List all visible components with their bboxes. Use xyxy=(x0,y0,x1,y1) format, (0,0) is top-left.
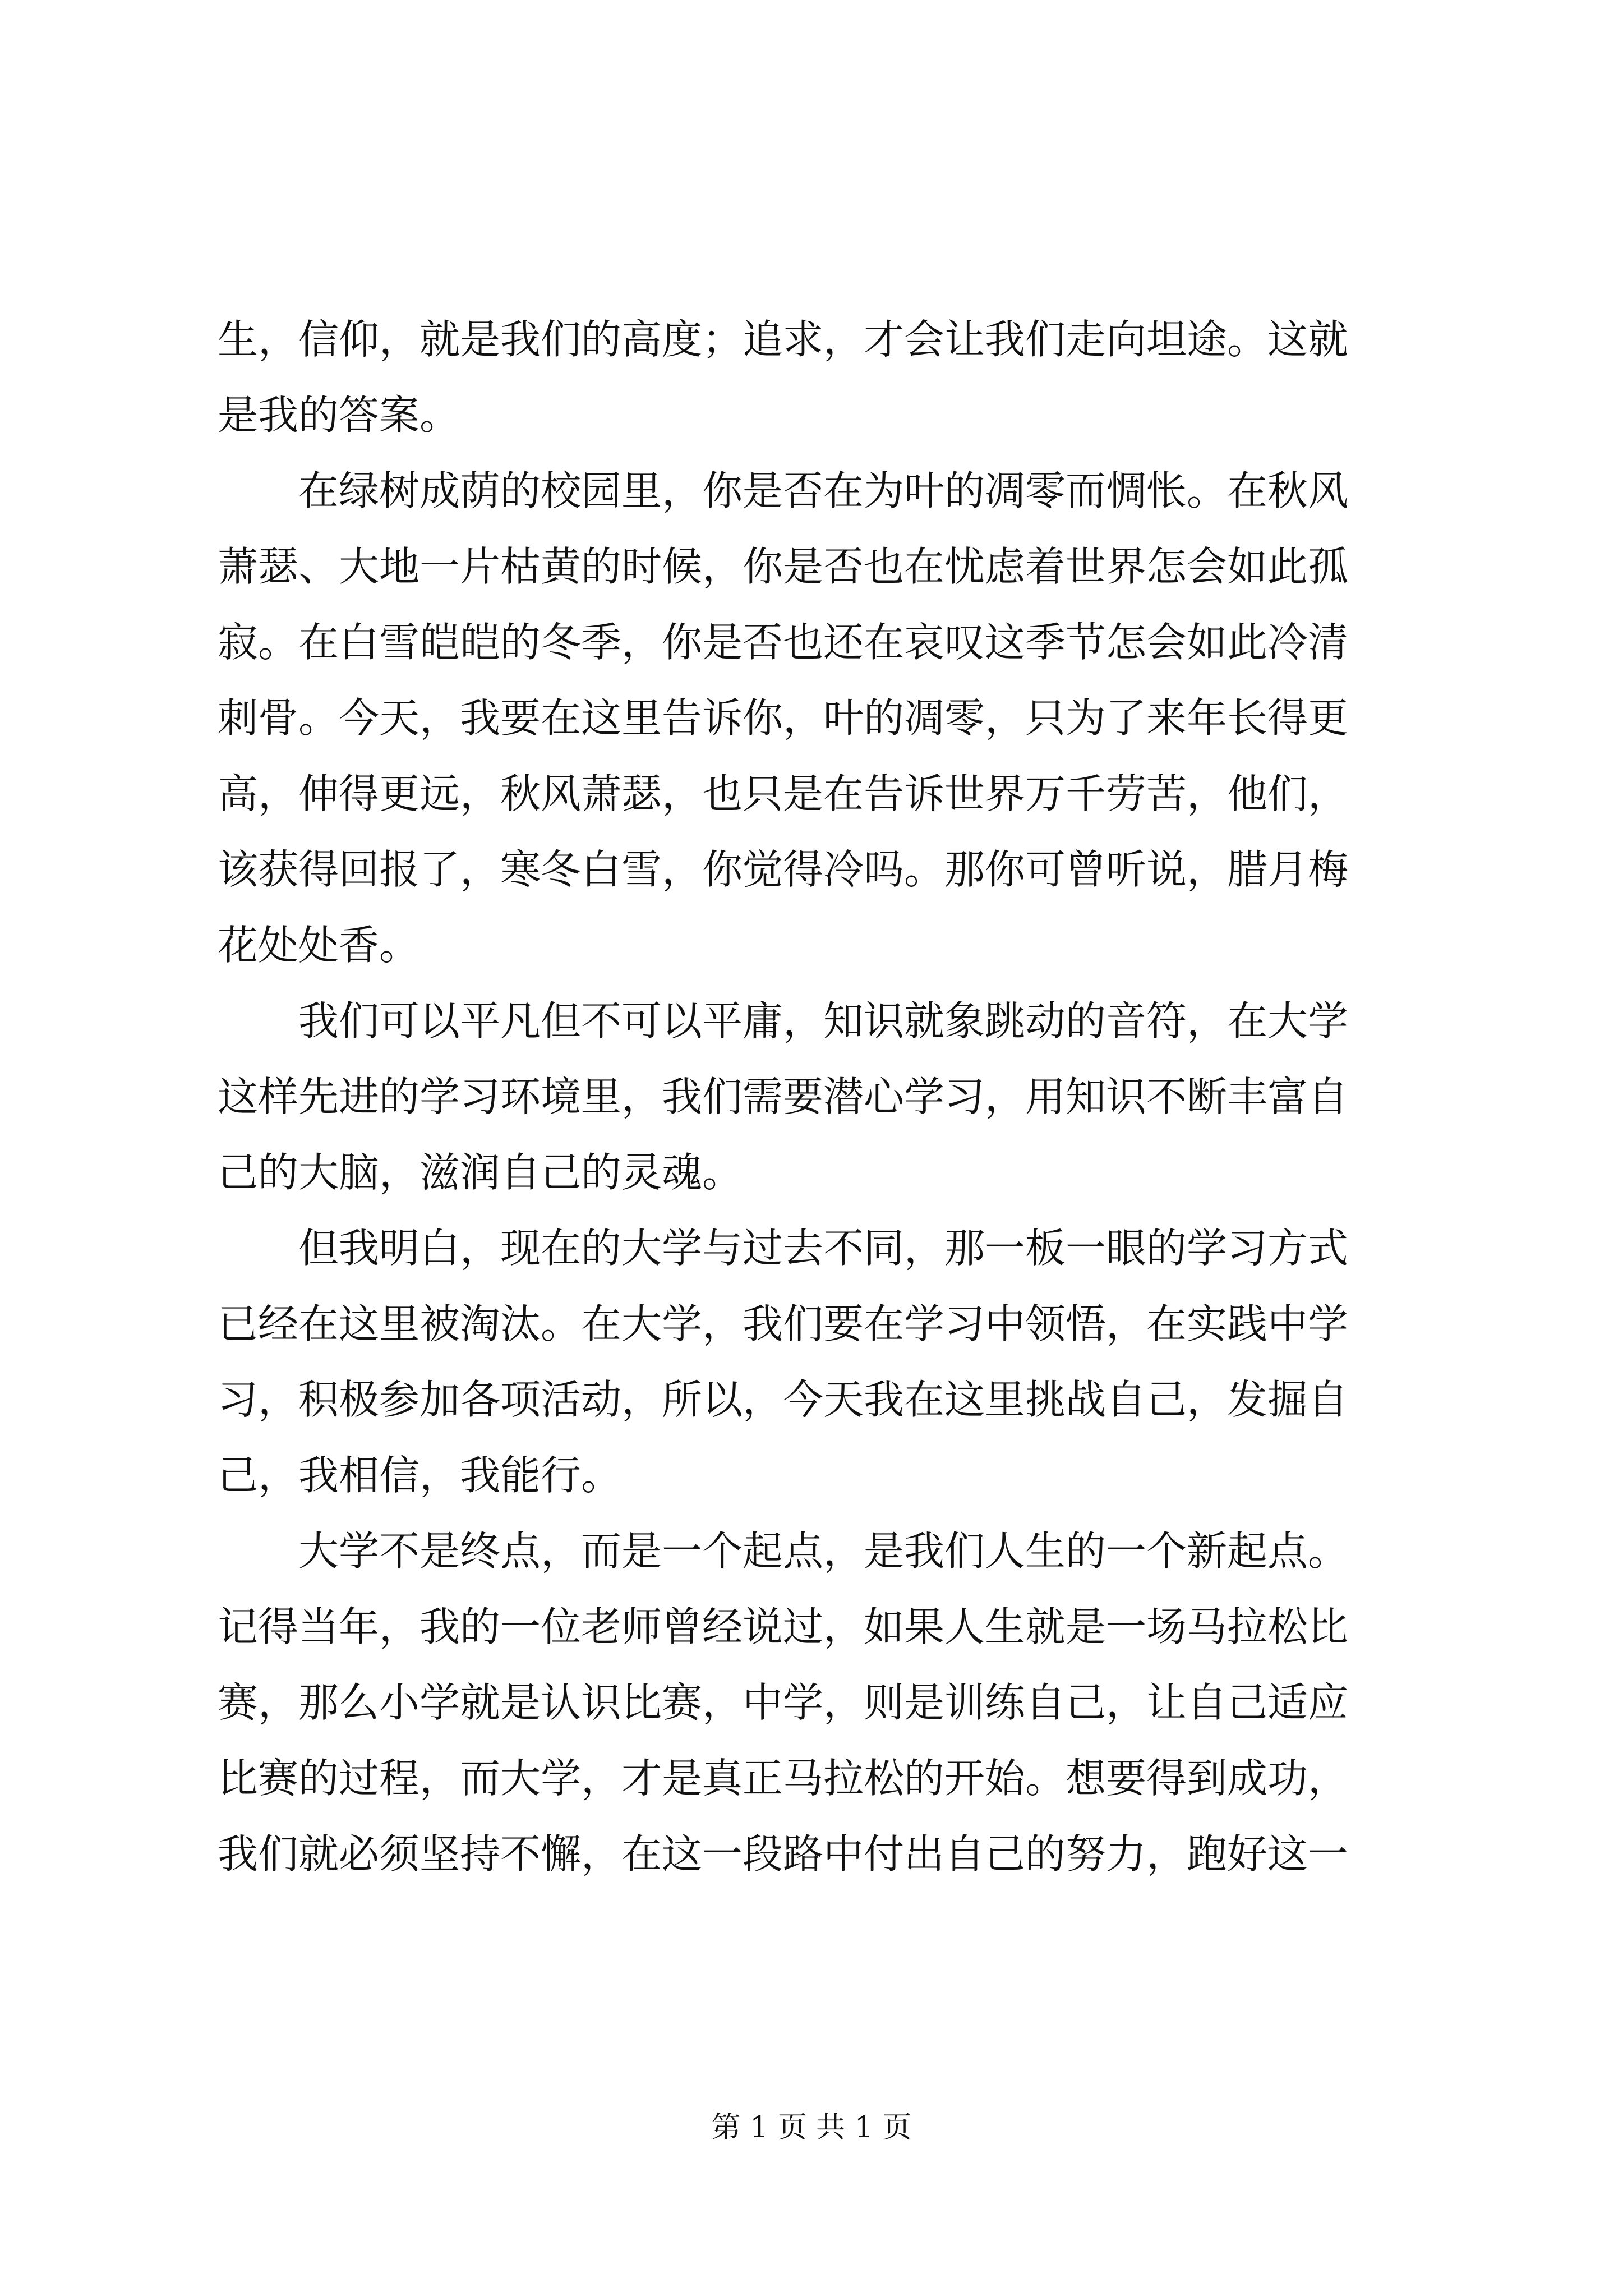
paragraph-4 xyxy=(218,1211,1418,1513)
text-line: 高，伸得更远，秋风萧瑟，也只是在告诉世界万千劳苦，他们， xyxy=(218,770,1349,817)
paragraph-5 xyxy=(218,1513,1418,1892)
text-line: 萧瑟、大地一片枯黄的时候，你是否也在忧虑着世界怎会如此孤 xyxy=(218,543,1349,590)
text-line: 生，信仰，就是我们的高度；追求，才会让我们走向坦途。这就 xyxy=(218,316,1349,363)
text-line: 己的大脑，滋润自己的灵魂。 xyxy=(218,1149,743,1196)
text-line: 己，我相信，我能行。 xyxy=(218,1452,622,1499)
text-line: 记得当年，我的一位老师曾经说过，如果人生就是一场马拉松比 xyxy=(218,1603,1349,1650)
text-line: 刺骨。今天，我要在这里告诉你，叶的凋零，只为了来年长得更 xyxy=(218,694,1349,742)
text-line: 但我明白，现在的大学与过去不同，那一板一眼的学习方式 xyxy=(298,1225,1349,1272)
text-line: 是我的答案。 xyxy=(218,392,460,439)
text-line: 该获得回报了，寒冬白雪，你觉得冷吗。那你可曾听说，腊月梅 xyxy=(218,846,1349,893)
text-line: 花处处香。 xyxy=(218,922,420,969)
text-line: 我们可以平凡但不可以平庸，知识就象跳动的音符，在大学 xyxy=(298,997,1349,1045)
paragraph-2 xyxy=(218,453,1418,983)
page-number-footer: 第 1 页 共 1 页 xyxy=(711,2111,912,2145)
text-line: 习，积极参加各项活动，所以，今天我在这里挑战自己，发掘自 xyxy=(218,1376,1349,1423)
text-line: 赛，那么小学就是认识比赛，中学，则是训练自己，让自己适应 xyxy=(218,1679,1349,1726)
text-line: 在绿树成荫的校园里，你是否在为叶的凋零而惆怅。在秋风 xyxy=(298,467,1349,514)
text-line: 比赛的过程，而大学，才是真正马拉松的开始。想要得到成功， xyxy=(218,1755,1349,1802)
text-line: 寂。在白雪皑皑的冬季，你是否也还在哀叹这季节怎会如此冷清 xyxy=(218,619,1349,666)
text-line: 这样先进的学习环境里，我们需要潜心学习，用知识不断丰富自 xyxy=(218,1073,1349,1120)
body-text xyxy=(218,302,1418,1892)
text-line: 已经在这里被淘汰。在大学，我们要在学习中领悟，在实践中学 xyxy=(218,1300,1349,1347)
paragraph-1 xyxy=(218,302,1418,453)
text-line: 我们就必须坚持不懈，在这一段路中付出自己的努力，跑好这一 xyxy=(218,1830,1349,1878)
text-line: 大学不是终点，而是一个起点，是我们人生的一个新起点。 xyxy=(298,1527,1349,1575)
paragraph-3 xyxy=(218,983,1418,1211)
